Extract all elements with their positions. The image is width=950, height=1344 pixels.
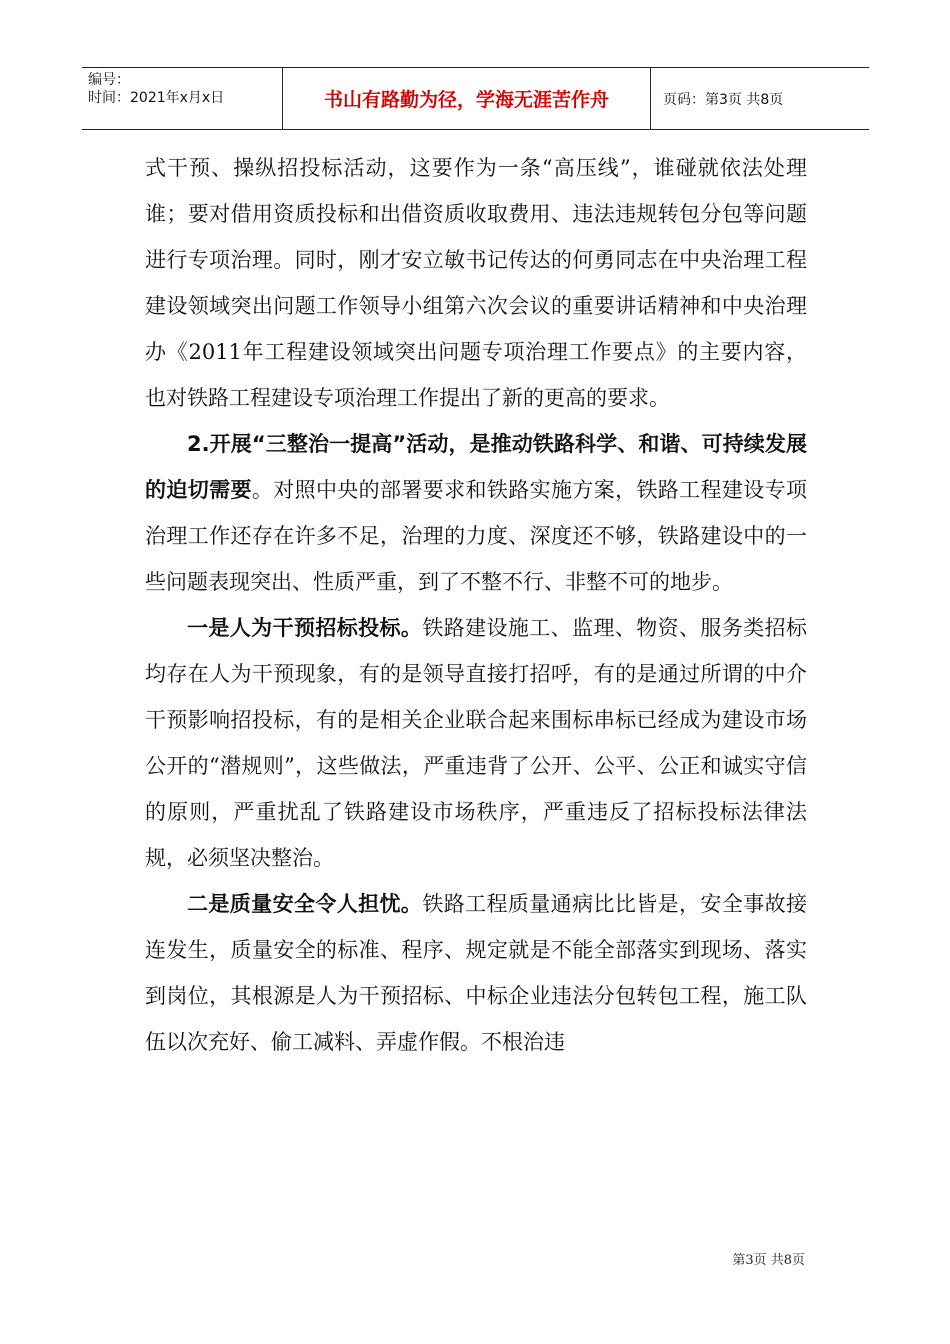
header-meta bbox=[82, 68, 282, 129]
number-label: 编号： bbox=[88, 72, 130, 88]
paragraph-text: 式干预、操纵招投标活动，这要作为一条“高压线”，谁碰就依法处理谁；要对借用资质投标和出借资质收取费用、违法违规转包分包等问题进行专项治理。同时，刚才安立敏书记传达的何勇同志在中央治理工程建设领域突出问题工作领导小组第六次会议的重要讲话精神和中央治理办《2011年工程建设领域突出问题专项治理工作要点》的主要内容，也对铁路工程建设专项治理工作提出了新的更高的要求。 bbox=[145, 156, 807, 410]
header-table bbox=[82, 67, 869, 130]
paragraph-3 bbox=[145, 605, 807, 881]
document-body bbox=[145, 145, 807, 1065]
paragraph-4 bbox=[145, 881, 807, 1065]
paragraph-2 bbox=[145, 421, 807, 605]
paragraph-lead: 二是质量安全令人担忧。 bbox=[187, 892, 423, 916]
paragraph-text: 铁路建设施工、监理、物资、服务类招标均存在人为干预现象，有的是领导直接打招呼，有的是通过所谓的中介干预影响招投标，有的是相关企业联合起来围标串标已经成为建设市场公开的“潜规则”，这些做法，严重违背了公开、公平、公正和诚实守信的原则，严重扰乱了铁路建设市场秩序，严重违反了招标投标法律法规，必须坚决整治。 bbox=[145, 616, 808, 870]
paragraph-1 bbox=[145, 145, 807, 421]
date-label: 时间：2021年x月x日 bbox=[88, 90, 225, 106]
paragraph-text: 铁路工程质量通病比比皆是，安全事故接连发生，质量安全的标准、程序、规定就是不能全部落实到现场、落实到岗位，其根源是人为干预招标、中标企业违法分包转包工程，施工队伍以次充好、偷工减料、弄虚作假。不根治违 bbox=[145, 892, 808, 1054]
paragraph-text: 。对照中央的部署要求和铁路实施方案，铁路工程建设专项治理工作还存在许多不足，治理的力度、深度还不够，铁路建设中的一些问题表现突出、性质严重，到了不整不行、非整不可的地步。 bbox=[145, 478, 808, 594]
paragraph-lead: 2.开展“三整治一提高”活动，是推动铁路科学、和谐、可持续发展的迫切需要 bbox=[145, 432, 807, 502]
paragraph-lead: 一是人为干预招标投标。 bbox=[187, 616, 423, 640]
header-motto: 书山有路勤为径，学海无涯苦作舟 bbox=[282, 68, 651, 129]
header-page-label: 页码：第3页 共8页 bbox=[663, 91, 784, 108]
footer-page-number: 第3页 共8页 bbox=[732, 1253, 805, 1268]
